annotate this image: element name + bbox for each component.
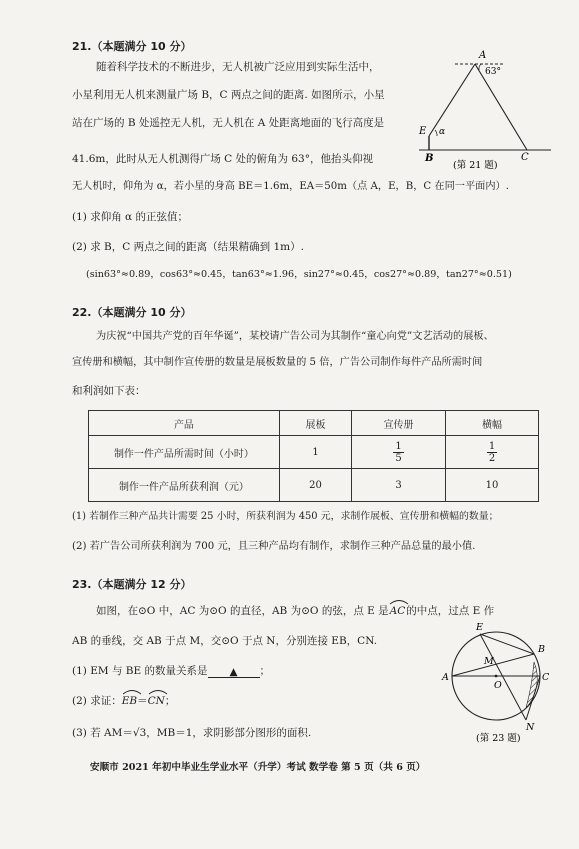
q21-reference-values: (sin63°≈0.89，cos63°≈0.45，tan63°≈1.96，sin27°≈0.45，cos27°≈0.89，tan27°≈0.51) [86,269,512,280]
label-63: 63° [485,67,501,77]
fig23-label-N: N [526,722,535,733]
q21-figure [415,46,555,178]
fig23-label-B: B [538,644,545,655]
header-banner: 横幅 [446,411,539,436]
label-A: A [479,50,487,61]
fig23-label-A: A [442,672,449,683]
q22-line-2: 宣传册和横幅，其中制作宣传册的数量是展板数量的 5 倍，广告公司制作每件产品所需时间 [72,357,483,368]
fig23-label-M: M [484,656,494,667]
answer-blank: ▲ [208,665,260,678]
q21-line-5: 无人机时，仰角为 α，若小星的身高 BE＝1.6m，EA＝50m（点 A，E，B，C 在同一平面内）. [72,181,509,192]
q23-sub-3: (3) 若 AM＝√3，MB＝1，求阴影部分图形的面积. [72,727,312,739]
table-header-row [89,411,539,436]
header-board: 展板 [279,411,351,436]
q21-line-2: 小星利用无人机来测量广场 B，C 两点之间的距离. 如图所示，小星 [72,89,385,101]
label-C: C [521,152,529,163]
q21-line-3: 站在广场的 B 处遥控无人机，无人机在 A 处距离地面的飞行高度是 [72,117,385,129]
time-booklet: $\frac{1}{5}$ [352,436,446,469]
row-profit-label: 制作一件产品所获利润（元） [89,469,280,502]
label-alpha: α [439,127,446,137]
header-booklet: 宣传册 [352,411,446,436]
q21-line-1: 随着科学技术的不断进步，无人机被广泛应用到实际生活中， [96,61,380,73]
profit-board: 20 [279,469,351,502]
q21-sub-1: (1) 求仰角 α 的正弦值； [72,211,188,223]
q22-heading: 22.（本题满分 10 分） [72,306,192,319]
chord-EN [480,634,526,720]
table-row [89,436,539,469]
q21-line-4: 41.6m，此时从无人机测得广场 C 处的俯角为 63°，他抬头仰视 [72,153,373,165]
row-time-label: 制作一件产品所需时间（小时） [89,436,280,469]
page-footer: 安顺市 2021 年初中毕业生学业水平（升学）考试 数学卷 第 5 页（共 6 页） [90,762,426,773]
line-AC [475,64,527,150]
q23-line-2: AB 的垂线，交 AB 于点 M，交⊙O 于点 N，分别连接 EB，CN. [72,635,378,647]
q22-sub-1: (1) 若制作三种产品共计需要 25 小时，所获利润为 450 元，求制作展板、宣传册和横幅的数量； [72,511,499,522]
fig23-label-O: O [494,680,502,691]
label-E: E [419,126,427,137]
q22-sub-2: (2) 若广告公司所获利润为 700 元，且三种产品均有制作，求制作三种产品总量的最小值. [72,541,476,552]
q22-line-3: 和利润如下表： [72,385,146,397]
q23-line-1: 如图，在⊙O 中，AC 为⊙O 的直径，AB 为⊙O 的弦，点 E 是 AC的中点，过点 E 作 [96,604,494,618]
line-AE [429,64,475,136]
time-banner: $\frac{1}{2}$ [446,436,539,469]
header-product: 产品 [89,411,280,436]
label-B: B [425,153,434,164]
q22-line-1: 为庆祝“中国共产党的百年华诞”，某校请广告公司为其制作“童心向党”文艺活动的展板、 [96,331,494,342]
q23-figure [440,620,560,744]
q22-table [88,410,539,502]
q21-caption: (第 21 题) [453,160,498,171]
q23-sub-2: (2) 求证： EB＝ CN； [72,694,175,708]
q21-sub-2: (2) 求 B，C 两点之间的距离（结果精确到 1m）. [72,241,304,253]
fig23-label-C: C [542,672,550,683]
fig23-label-E: E [476,622,483,633]
q21-heading: 21.（本题满分 10 分） [72,40,192,53]
q23-caption: (第 23 题) [476,733,521,744]
q23-heading: 23.（本题满分 12 分） [72,578,192,591]
q23-sub-1: (1) EM 与 BE 的数量关系是 ▲ ； [72,665,271,678]
time-board: 1 [279,436,351,469]
table-row [89,469,539,502]
profit-banner: 10 [446,469,539,502]
profit-booklet: 3 [352,469,446,502]
